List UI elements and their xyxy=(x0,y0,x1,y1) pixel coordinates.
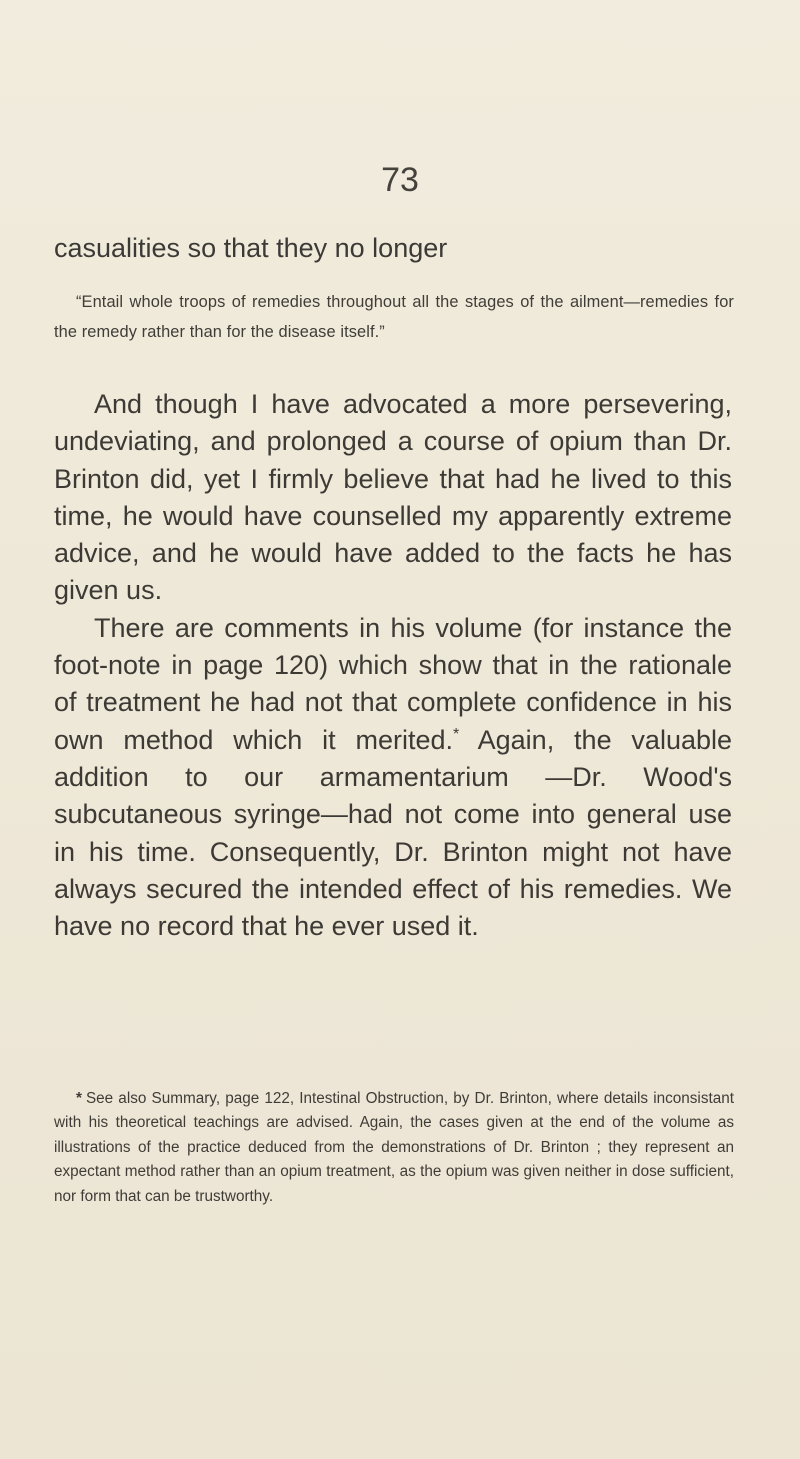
epigraph xyxy=(54,287,734,347)
page-number: 73 xyxy=(381,161,419,199)
footnote-paragraph xyxy=(54,1087,734,1209)
footnote-marker: * xyxy=(76,1090,82,1107)
footnote-reference-marker: * xyxy=(453,725,460,743)
main-body xyxy=(54,386,732,945)
paragraph-2-continuation: Again, the valuable addition to our armamentarium —Dr. Wood's subcutaneous syringe—had not come into general use in his time. Consequently, Dr. Brinton might not have always secured the intended effect of his remedies. We have no record that he ever used it. xyxy=(54,724,733,942)
paragraph-2 xyxy=(54,610,732,946)
paragraph-1: And though I have advocated a more persevering, undeviating, and prolonged a course of opium than Dr. Brinton did, yet I firmly believe that had he lived to this time, he would have counselled my apparently extreme advice, and he would have added to the facts he has given us. xyxy=(54,389,732,606)
footnote xyxy=(54,1087,734,1209)
epigraph-text: “Entail whole troops of remedies throughout all the stages of the ailment—remedies for the remedy rather than for the disease itself.” xyxy=(54,293,734,341)
quote-opening-line: casualities so that they no longer xyxy=(54,233,448,263)
paragraph-2-text: There are comments in his volume (for instance the foot-note in page 120) which show that in the rationale of treatment he had not that complete confidence in his own method which it merited. xyxy=(54,612,732,755)
footnote-text: See also Summary, page 122, Intestinal Obstruction, by Dr. Brinton, where details inconsistant with his theoretical teachings are advised. Again, the cases given at the end of the volume as illustrations of the practice deduced from the demonstrations of Dr. Brinton ; they represent an expectant method rather than an opium treatment, as the opium was given neither in dose sufficient, nor form that can be trustworthy. xyxy=(54,1090,734,1205)
